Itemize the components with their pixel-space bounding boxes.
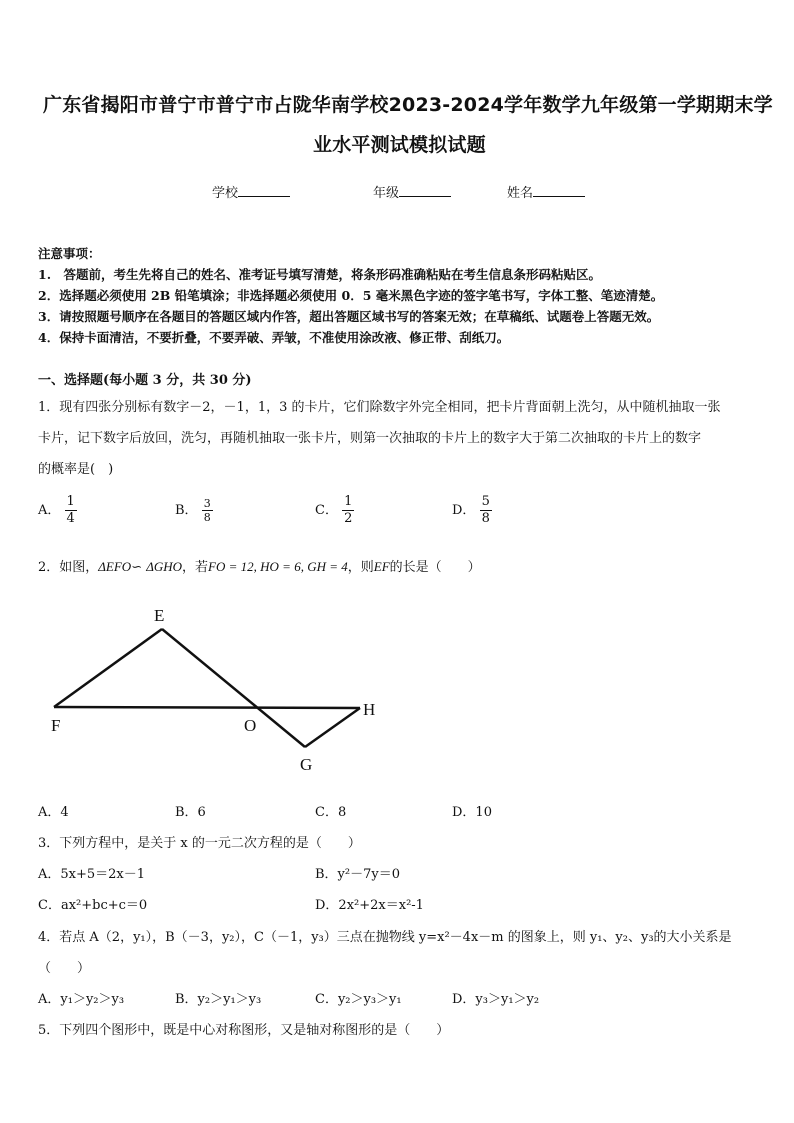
q5-stem: 5．下列四个图形中，既是中心对称图形，又是轴对称图形的是（ ） bbox=[38, 1023, 450, 1038]
q1-option-d[interactable] bbox=[452, 494, 492, 527]
name-field bbox=[507, 182, 585, 201]
fraction bbox=[342, 494, 354, 527]
q3-option-d[interactable]: D．2x²+2x＝x²-1 bbox=[315, 898, 424, 913]
point-label-f: F bbox=[51, 716, 61, 735]
notes-item: 3．请按照题号顺序在各题目的答题区域内作答，超出答题区域书写的答案无效；在草稿纸、试题卷上答题无效。 bbox=[38, 309, 660, 324]
fraction-denominator: 4 bbox=[66, 511, 75, 526]
grade-label: 年级 bbox=[373, 186, 400, 201]
school-field bbox=[212, 182, 290, 201]
q2-stem bbox=[38, 556, 481, 575]
q2-text: 的长是（ ） bbox=[389, 560, 481, 575]
fraction-numerator: 1 bbox=[66, 494, 75, 509]
q2-text: ，则 bbox=[347, 560, 374, 575]
fraction-denominator: 8 bbox=[481, 511, 490, 526]
q4-option-b[interactable]: B．y₂＞y₁＞y₃ bbox=[175, 992, 262, 1007]
fraction-numerator: 3 bbox=[203, 497, 211, 510]
q2-option-c[interactable]: C．8 bbox=[315, 805, 347, 820]
option-label: D． bbox=[452, 503, 476, 518]
q2-condition: FO = 12, HO = 6, GH = 4 bbox=[208, 559, 348, 574]
segment-hg bbox=[305, 708, 360, 747]
option-label: C． bbox=[315, 503, 338, 518]
option-label: B． bbox=[175, 503, 198, 518]
point-label-e: E bbox=[154, 606, 165, 625]
q1-option-c[interactable] bbox=[315, 494, 354, 527]
q2-option-d[interactable]: D．10 bbox=[452, 805, 492, 820]
section-heading: 一、选择题(每小题 3 分，共 30 分) bbox=[38, 373, 252, 388]
point-label-g: G bbox=[300, 755, 313, 774]
similar-symbol: ∽ bbox=[131, 560, 143, 575]
segment-fh bbox=[54, 707, 360, 708]
fraction-numerator: 1 bbox=[344, 494, 353, 509]
q4-option-c[interactable]: C．y₂＞y₃＞y₁ bbox=[315, 992, 402, 1007]
q2-segment-ef: EF bbox=[373, 559, 390, 574]
school-blank bbox=[238, 184, 290, 197]
fraction-denominator: 2 bbox=[344, 511, 353, 526]
q1-line1: 1．现有四张分别标有数字－2，－1，1，3 的卡片，它们除数字外完全相同，把卡片背面朝上洗匀，从中随机抽取一张 bbox=[38, 400, 721, 415]
exam-title-line1: 广东省揭阳市普宁市普宁市占陇华南学校2023-2024学年数学九年级第一学期期末学 bbox=[43, 94, 773, 116]
q3-option-b[interactable]: B．y²－7y＝0 bbox=[315, 867, 400, 882]
q2-figure bbox=[40, 595, 400, 785]
q4-option-a[interactable]: A．y₁＞y₂＞y₃ bbox=[38, 992, 125, 1007]
name-blank bbox=[533, 184, 585, 197]
q1-line2: 卡片，记下数字后放回，洗匀，再随机抽取一张卡片，则第一次抽取的卡片上的数字大于第二次抽取的卡片上的数字 bbox=[38, 431, 702, 446]
grade-field bbox=[373, 182, 451, 201]
q3-option-c[interactable]: C．ax²+bc+c＝0 bbox=[38, 898, 148, 913]
q4-line1: 4．若点 A（2，y₁），B（－3，y₂），C（－1，y₃）三点在抛物线 y=x²－4x－m 的图象上，则 y₁、y₂、y₃的大小关系是 bbox=[38, 930, 732, 945]
notes-block bbox=[38, 243, 663, 348]
q2-text: 2．如图， bbox=[38, 560, 99, 575]
option-label: A． bbox=[38, 503, 61, 518]
notes-item: 1. 答题前，考生先将自己的姓名、准考证号填写清楚，将条形码准确粘贴在考生信息条形码粘贴区。 bbox=[38, 267, 602, 282]
q2-option-b[interactable]: B．6 bbox=[175, 805, 206, 820]
grade-blank bbox=[399, 184, 451, 197]
q2-triangle-efo: ΔEFO bbox=[98, 559, 132, 574]
name-label: 姓名 bbox=[507, 186, 534, 201]
q1-option-a[interactable] bbox=[38, 494, 77, 527]
q3-option-a[interactable]: A．5x+5＝2x－1 bbox=[38, 867, 146, 882]
point-label-o: O bbox=[244, 716, 257, 735]
q4-option-d[interactable]: D．y₃＞y₁＞y₂ bbox=[452, 992, 540, 1007]
q2-option-a[interactable]: A．4 bbox=[38, 805, 69, 820]
fraction-denominator: 8 bbox=[203, 511, 211, 524]
notes-heading: 注意事项： bbox=[38, 246, 101, 261]
q1-line3: 的概率是( ) bbox=[38, 462, 114, 477]
q1-option-b[interactable] bbox=[175, 497, 213, 524]
fraction bbox=[480, 494, 492, 527]
exam-title-line2: 业水平测试模拟试题 bbox=[313, 134, 486, 156]
q2-triangle-gho: ΔGHO bbox=[146, 559, 183, 574]
segment-fe bbox=[54, 629, 162, 707]
q2-text: ，若 bbox=[182, 560, 209, 575]
notes-item: 4．保持卡面清洁，不要折叠，不要弄破、弄皱，不准使用涂改液、修正带、刮纸刀。 bbox=[38, 330, 510, 345]
notes-item: 2．选择题必须使用 2B 铅笔填涂；非选择题必须使用 0．5 毫米黑色字迹的签字笔书写，字体工整、笔迹清楚。 bbox=[38, 288, 664, 303]
q4-line2: （ ） bbox=[38, 961, 91, 976]
school-label: 学校 bbox=[212, 186, 239, 201]
point-label-h: H bbox=[363, 700, 376, 719]
q3-stem: 3．下列方程中，是关于 x 的一元二次方程的是（ ） bbox=[38, 836, 361, 851]
fraction bbox=[65, 494, 77, 527]
segment-eg bbox=[162, 629, 305, 747]
fraction bbox=[202, 497, 213, 524]
fraction-numerator: 5 bbox=[481, 494, 490, 509]
